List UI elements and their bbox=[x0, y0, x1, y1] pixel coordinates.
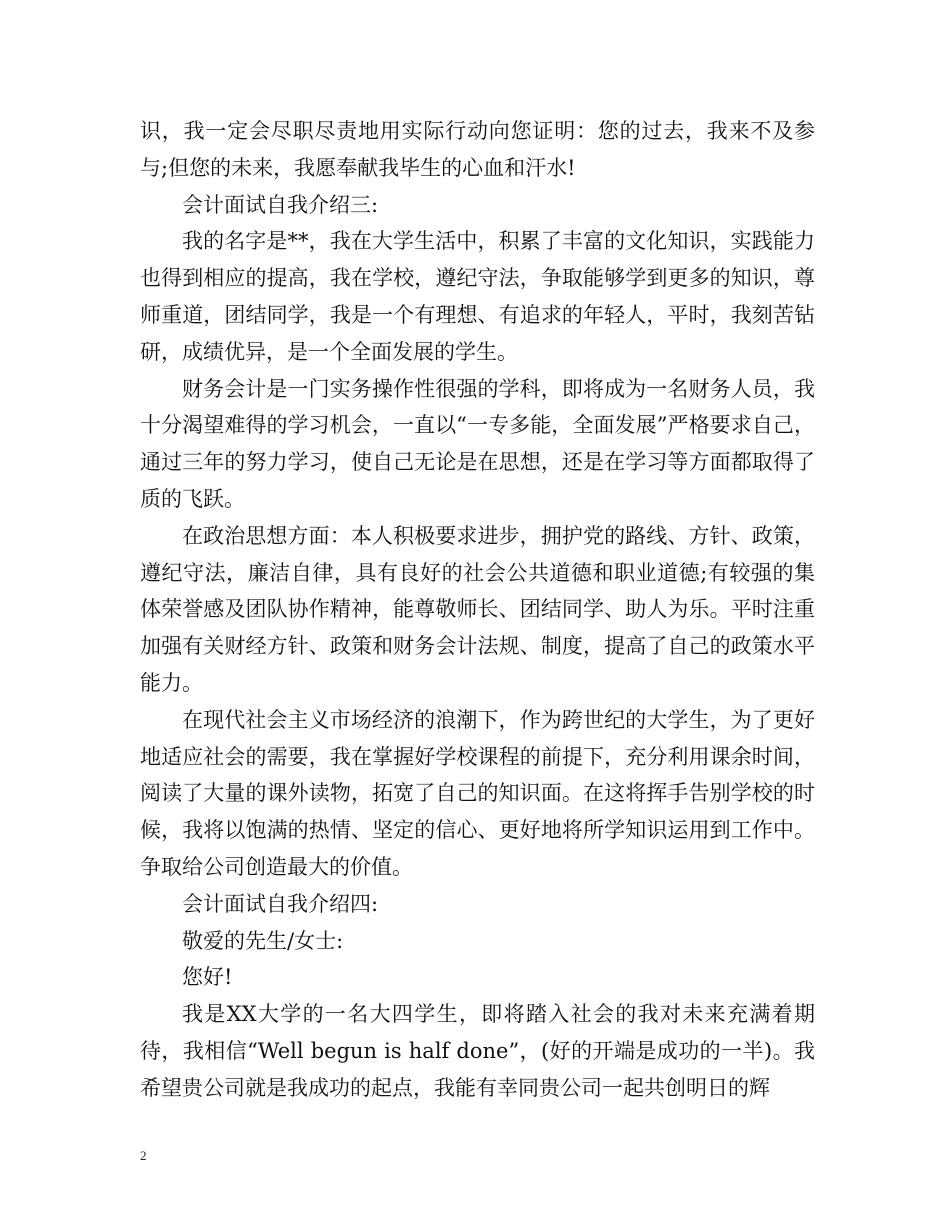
paragraph-market-economy: 在现代社会主义市场经济的浪潮下，作为跨世纪的大学生，为了更好地适应社会的需要，我在掌握好学校课程的前提下，充分利用课余时间，阅读了大量的课外读物，拓宽了自己的知识面。在这将挥手告别学校的时候，我将以饱满的热情、坚定的信心、更好地将所学知识运用到工作中。争取给公司创造最大的价值。 bbox=[140, 707, 815, 879]
paragraph-accounting-study: 财务会计是一门实务操作性很强的学科，即将成为一名财务人员，我十分渴望难得的学习机会，一直以“一专多能，全面发展”严格要求自己，通过三年的努力学习，使自己无论是在思想，还是在学习等方面都取得了质的飞跃。 bbox=[140, 376, 815, 511]
paragraph-continuation: 识，我一定会尽职尽责地用实际行动向您证明：您的过去，我来不及参与;但您的未来，我愿奉献我毕生的心血和汗水! bbox=[140, 119, 815, 180]
page-number: 2 bbox=[140, 1148, 147, 1163]
salutation: 敬爱的先生/女士: bbox=[182, 928, 344, 953]
paragraph-political-thought: 在政治思想方面：本人积极要求进步，拥护党的路线、方针、政策，遵纪守法，廉洁自律，具有良好的社会公共道德和职业道德;有较强的集体荣誉感及团队协作精神，能尊敬师长、团结同学、助人为乐。平时注重加强有关财经方针、政策和财务会计法规、制度，提高了自己的政策水平能力。 bbox=[140, 523, 815, 695]
paragraph-student-intro: 我是XX大学的一名大四学生，即将踏入社会的我对未来充满着期待，我相信“Well begun is half done”，(好的开端是成功的一半)。我希望贵公司就是我成功的起点，我能有幸同贵公司一起共创明日的辉 bbox=[140, 1002, 815, 1100]
section-heading-three: 会计面试自我介绍三: bbox=[182, 192, 379, 217]
section-heading-four: 会计面试自我介绍四: bbox=[182, 891, 379, 916]
paragraph-self-intro: 我的名字是**，我在大学生活中，积累了丰富的文化知识，实践能力也得到相应的提高，我在学校，遵纪守法，争取能够学到更多的知识，尊师重道，团结同学，我是一个有理想、有追求的年轻人，平时，我刻苦钻研，成绩优异，是一个全面发展的学生。 bbox=[140, 229, 815, 364]
document-body bbox=[140, 113, 815, 1107]
greeting: 您好! bbox=[182, 965, 233, 990]
